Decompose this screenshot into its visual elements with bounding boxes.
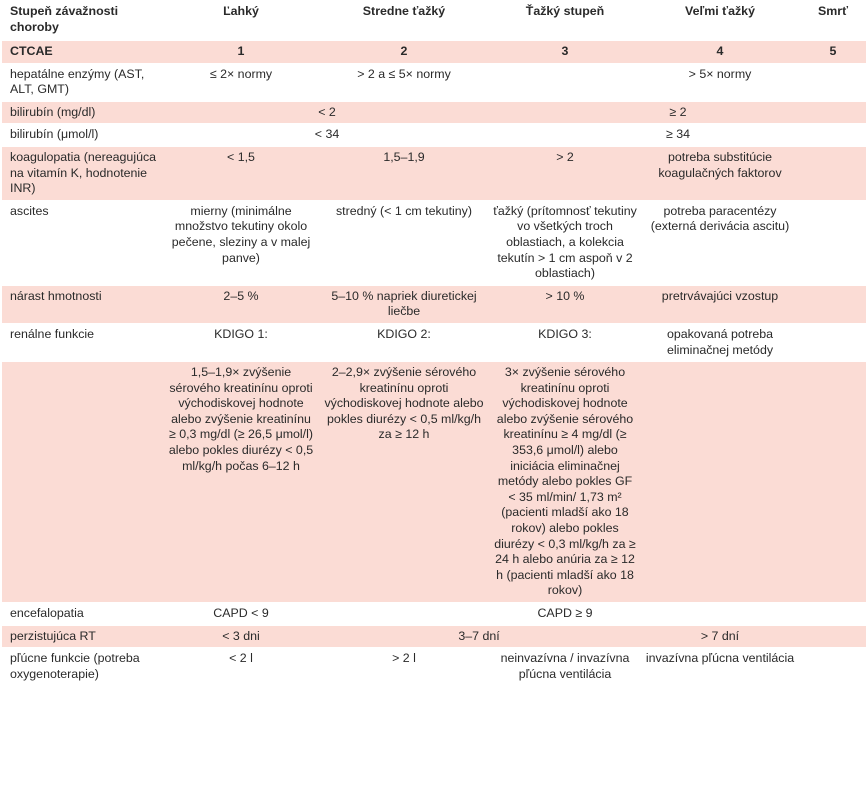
cell-g1: < 3 dni (164, 625, 318, 648)
bilirubin-mg-row (2, 101, 866, 124)
weight-row (2, 285, 866, 323)
row-label: renálne funkcie (2, 323, 164, 361)
header-row (2, 0, 866, 41)
row-label: perzistujúca RT (2, 625, 164, 648)
cell-g1: KDIGO 1: (164, 323, 318, 361)
cell-g3: > 10 % (490, 285, 640, 323)
cell-high: ≥ 2 (490, 101, 866, 124)
grade-header-3: Ťažký stupeň (490, 0, 640, 41)
grading-table (2, 0, 866, 686)
cell-g1: < 1,5 (164, 146, 318, 200)
cell-g2: 2–2,9× zvýšenie sérového kreatinínu oproti východiskovej hodnote alebo pokles diurézy < 0,5 ml/kg/h za ≥ 12 h (318, 362, 490, 603)
cell-g2: > 2 a ≤ 5× normy (318, 63, 490, 101)
cell-g3: > 2 (490, 146, 640, 200)
cell-g4: potreba paracentézy (externá derivácia ascitu) (640, 200, 800, 285)
row-label: nárast hmotnosti (2, 285, 164, 323)
cell-g5 (800, 362, 866, 603)
cell-mid: 3–7 dní (318, 625, 640, 648)
cell-g5 (800, 323, 866, 361)
cell-g4: > 5× normy (640, 63, 800, 101)
hepatic-row (2, 63, 866, 101)
cell-g5 (800, 200, 866, 285)
lung-row (2, 648, 866, 686)
cell-low: CAPD < 9 (164, 603, 318, 626)
cell-g4: potreba substitúcie koagulačných faktorov (640, 146, 800, 200)
ascites-row (2, 200, 866, 285)
cell-g3: ťažký (prítomnosť tekutiny vo všetkých troch oblastiach, a kolekcia tekutín > 1 cm aspoň v 2 oblastiach) (490, 200, 640, 285)
cell-g1: < 2 l (164, 648, 318, 686)
cell-g3: KDIGO 3: (490, 323, 640, 361)
cell-g5 (800, 63, 866, 101)
ctcae-4: 4 (640, 41, 800, 64)
grade-header-5: Smrť (800, 0, 866, 41)
grade-header-1: Ľahký (164, 0, 318, 41)
header-label: Stupeň závažnosti choroby (2, 0, 164, 41)
rt-row (2, 625, 866, 648)
renal-row (2, 323, 866, 361)
ctcae-2: 2 (318, 41, 490, 64)
cell-low: < 34 (164, 124, 490, 147)
row-label: bilirubín (μmol/l) (2, 124, 164, 147)
row-label: hepatálne enzýmy (AST, ALT, GMT) (2, 63, 164, 101)
cell-g5 (800, 625, 866, 648)
cell-g3 (490, 63, 640, 101)
cell-g5 (800, 648, 866, 686)
row-label: bilirubín (mg/dl) (2, 101, 164, 124)
cell-high: CAPD ≥ 9 (490, 603, 640, 626)
grade-header-2: Stredne ťažký (318, 0, 490, 41)
row-label (2, 362, 164, 603)
cell-g4: pretrvávajúci vzostup (640, 285, 800, 323)
cell-g5 (800, 146, 866, 200)
bilirubin-umol-row (2, 124, 866, 147)
row-label: koagulopatia (nereagujúca na vitamín K, hodnotenie INR) (2, 146, 164, 200)
ctcae-1: 1 (164, 41, 318, 64)
cell-g1: 1,5–1,9× zvýšenie sérového kreatinínu oproti východiskovej hodnote alebo zvýšenie kreatinínu ≥ 0,3 mg/dl (≥ 26,5 μmol/l) alebo pokles diurézy < 0,5 ml/kg/h počas 6–12 h (164, 362, 318, 603)
cell-g4 (640, 362, 800, 603)
row-label: pľúcne funkcie (potreba oxygenoterapie) (2, 648, 164, 686)
grade-header-4: Veľmi ťažký (640, 0, 800, 41)
cell-g3: neinvazívna / invazívna pľúcna ventilácia (490, 648, 640, 686)
cell-g2: stredný (< 1 cm tekutiny) (318, 200, 490, 285)
ctcae-label: CTCAE (2, 41, 164, 64)
cell-empty (318, 603, 490, 626)
cell-g2: KDIGO 2: (318, 323, 490, 361)
cell-empty (800, 603, 866, 626)
cell-empty (640, 603, 800, 626)
cell-g1: ≤ 2× normy (164, 63, 318, 101)
row-label: ascites (2, 200, 164, 285)
cell-g1: 2–5 % (164, 285, 318, 323)
encephalopathy-row (2, 603, 866, 626)
cell-g2: 5–10 % napriek diuretickej liečbe (318, 285, 490, 323)
cell-g5 (800, 285, 866, 323)
ctcae-3: 3 (490, 41, 640, 64)
ctcae-row (2, 41, 866, 64)
cell-g4: > 7 dní (640, 625, 800, 648)
cell-g1: mierny (minimálne množstvo tekutiny okolo pečene, sleziny a v malej panve) (164, 200, 318, 285)
cell-g2: > 2 l (318, 648, 490, 686)
cell-low: < 2 (164, 101, 490, 124)
cell-g4: opakovaná potreba eliminačnej metódy (640, 323, 800, 361)
cell-high: ≥ 34 (490, 124, 866, 147)
coagulopathy-row (2, 146, 866, 200)
ctcae-5: 5 (800, 41, 866, 64)
row-label: encefalopatia (2, 603, 164, 626)
cell-g3: 3× zvýšenie sérového kreatinínu oproti východiskovej hodnote alebo zvýšenie sérového kreatinínu ≥ 4 mg/dl (≥ 353,6 μmol/l) alebo iniciácia eliminačnej metódy alebo pokles GF < 35 ml/min/ 1,73 m² (pacienti mladší ako 18 rokov) alebo pokles diurézy < 0,3 ml/kg/h za ≥ 24 h alebo anúria za ≥ 12 h (pacienti mladší ako 18 rokov) (490, 362, 640, 603)
cell-g2: 1,5–1,9 (318, 146, 490, 200)
cell-g4: invazívna pľúcna ventilácia (640, 648, 800, 686)
renal-detail-row (2, 362, 866, 603)
